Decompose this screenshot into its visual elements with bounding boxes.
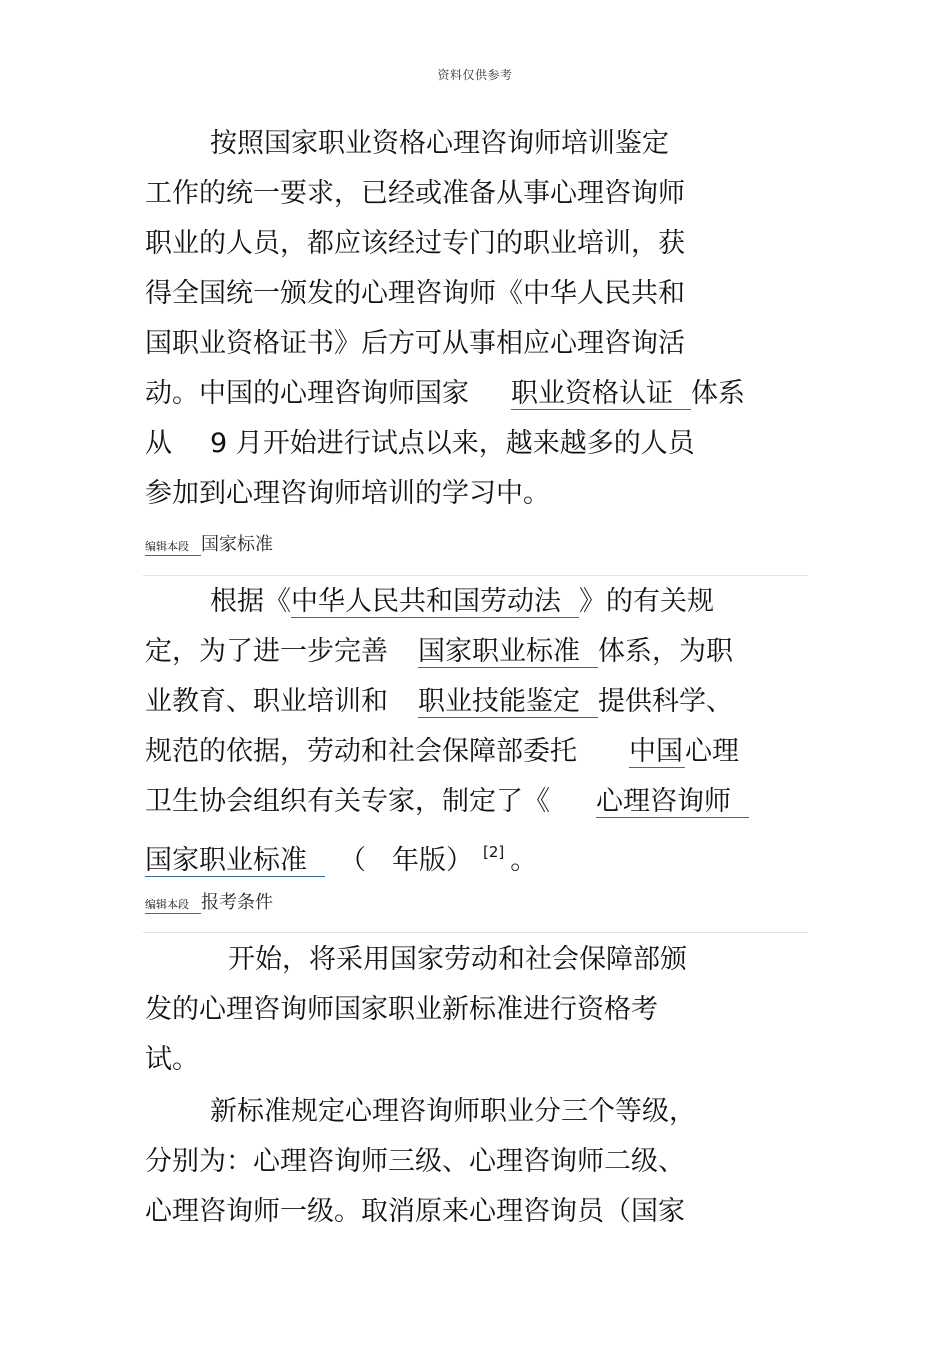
intro-text: 动。中国的心理咨询师国家 (145, 378, 469, 409)
standard-text: 业教育、职业培训和 (145, 686, 388, 717)
conditions-line-3: 试。 (145, 1044, 199, 1075)
intro-line-1: 按照国家职业资格心理咨询师培训鉴定 (210, 128, 669, 159)
standard-text: （ (339, 845, 366, 876)
standard-line-3 (145, 685, 733, 719)
link-national-standard[interactable]: 国家职业标准 (418, 637, 598, 668)
intro-line-8: 参加到心理咨询师培训的学习中。 (145, 478, 550, 509)
section-divider (143, 575, 808, 576)
standard-text: 心理 (685, 736, 739, 767)
section-divider (143, 932, 808, 933)
standard-text: 年版） (392, 845, 473, 876)
intro-line-2: 工作的统一要求，已经或准备从事心理咨询师 (145, 178, 685, 209)
intro-line-7 (145, 427, 695, 461)
conditions-line-6: 心理咨询师一级。取消原来心理咨询员（国家 (145, 1196, 685, 1227)
citation-ref[interactable]: [2] (483, 843, 505, 861)
intro-line-5: 国职业资格证书》后方可从事相应心理咨询活 (145, 328, 685, 359)
section-title: 报考条件 (201, 892, 273, 913)
conditions-line-1: 开始，将采用国家劳动和社会保障部颁 (228, 944, 687, 975)
conditions-line-5: 分别为：心理咨询师三级、心理咨询师二级、 (145, 1146, 685, 1177)
link-counselor[interactable]: 心理咨询师 (596, 787, 749, 818)
standard-line-5 (145, 785, 749, 819)
intro-text: 从 (145, 428, 172, 459)
page-header: 资料仅供参考 (437, 68, 513, 82)
edit-section-link[interactable]: 编辑本段 (145, 539, 201, 556)
standard-line-1 (210, 585, 714, 619)
intro-line-6 (145, 377, 745, 411)
standard-text: 规范的依据，劳动和社会保障部委托 (145, 736, 577, 767)
section-heading-conditions (145, 888, 273, 914)
standard-line-4 (145, 735, 739, 769)
standard-line-6 (145, 835, 537, 878)
intro-text: 9 月开始进行试点以来，越来越多的人员 (210, 428, 695, 459)
standard-text: 卫生协会组织有关专家，制定了《 (145, 786, 550, 817)
standard-text: 定，为了进一步完善 (145, 636, 388, 667)
link-labor-law[interactable]: 中华人民共和国劳动法 (291, 587, 579, 618)
section-title: 国家标准 (201, 534, 273, 555)
standard-text: 》的有关规 (579, 586, 714, 617)
standard-text: 。 (510, 845, 538, 876)
intro-line-3: 职业的人员，都应该经过专门的职业培训，获 (145, 228, 685, 259)
intro-text: 体系 (691, 378, 745, 409)
edit-section-link[interactable]: 编辑本段 (145, 897, 201, 914)
link-certification[interactable]: 职业资格认证 (511, 379, 691, 410)
standard-text: 提供科学、 (598, 686, 733, 717)
standard-text: 体系，为职 (598, 636, 733, 667)
conditions-line-2: 发的心理咨询师国家职业新标准进行资格考 (145, 994, 658, 1025)
section-heading-standard (145, 530, 273, 556)
standard-text: 根据《 (210, 586, 291, 617)
link-skill-appraisal[interactable]: 职业技能鉴定 (418, 687, 598, 718)
link-china[interactable]: 中国 (629, 736, 683, 767)
conditions-line-4: 新标准规定心理咨询师职业分三个等级， (210, 1096, 696, 1127)
intro-line-4: 得全国统一颁发的心理咨询师《中华人民共和 (145, 278, 685, 309)
link-counselor-standard[interactable]: 国家职业标准 (145, 846, 325, 877)
standard-line-2 (145, 635, 733, 669)
